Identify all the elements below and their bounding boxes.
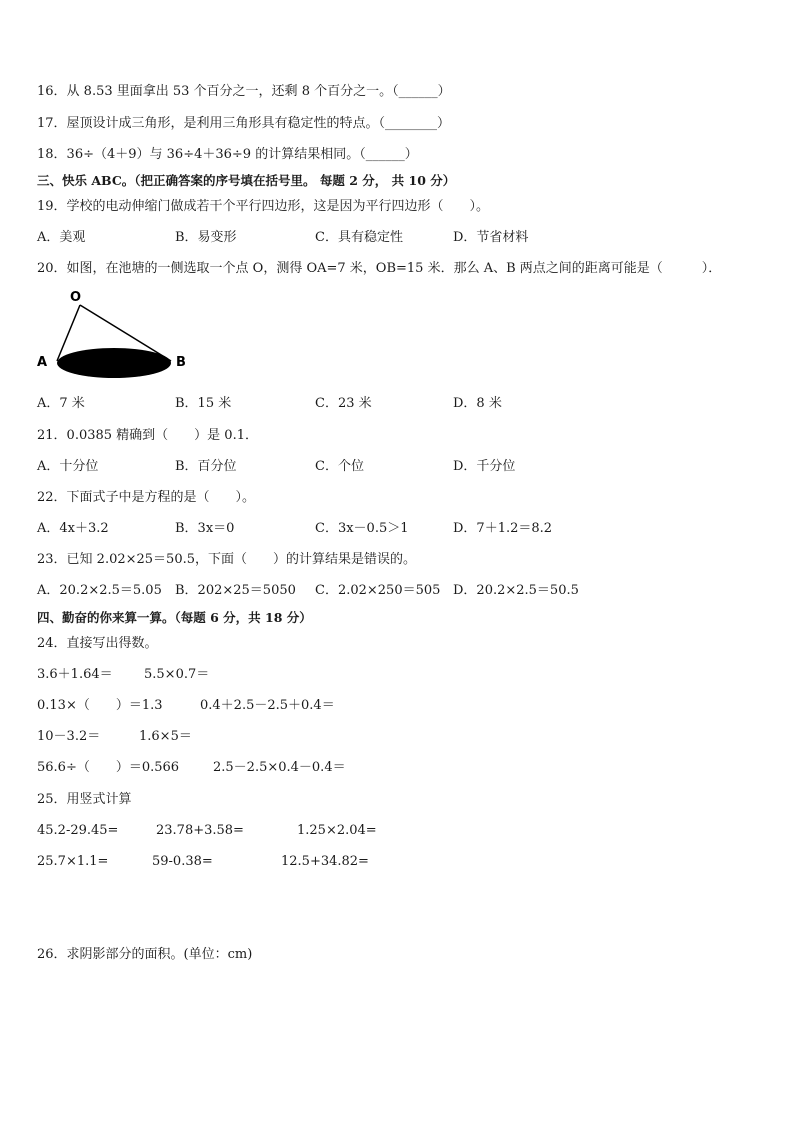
question-22-option-c: C．3x－0.5＞1 [315, 521, 409, 536]
question-19-option-b: B．易变形 [175, 230, 237, 245]
q25-item: 23.78+3.58= [156, 823, 244, 838]
question-22-option-a: A．4x＋3.2 [37, 521, 109, 536]
q24-item: 3.6＋1.64＝ [37, 667, 113, 682]
q24-item: 2.5－2.5×0.4－0.4＝ [213, 760, 346, 775]
q25-item: 1.25×2.04= [297, 823, 377, 838]
q24-item: 1.6×5＝ [139, 729, 192, 744]
question-21-option-c: C．个位 [315, 459, 364, 474]
section-4-heading: 四、勤奋的你来算一算。（每题 6 分，共 18 分） [37, 610, 312, 625]
q25-item: 25.7×1.1= [37, 854, 109, 869]
question-21-option-b: B．百分位 [175, 459, 237, 474]
q25-item: 45.2-29.45= [37, 823, 119, 838]
q24-item: 5.5×0.7＝ [144, 667, 210, 682]
question-19-option-a: A．美观 [37, 230, 86, 245]
q24-item: 0.4＋2.5－2.5＋0.4＝ [200, 698, 335, 713]
question-19-option-d: D．节省材料 [453, 230, 529, 245]
question-26: 26．求阴影部分的面积。(单位：cm) [37, 947, 253, 962]
q24-item: 56.6÷（ ）＝0.566 [37, 760, 180, 775]
question-20-option-d: D．8 米 [453, 396, 502, 411]
q24-item: 10－3.2＝ [37, 729, 101, 744]
pond-shape [57, 348, 171, 378]
point-b-label: B [176, 355, 186, 370]
question-20-option-c: C．23 米 [315, 396, 372, 411]
question-24-stem: 24．直接写出得数。 [37, 636, 158, 651]
question-18: 18．36÷（4＋9）与 36÷4＋36÷9 的计算结果相同。（______） [37, 147, 418, 162]
question-23-option-b: B．202×25＝5050 [175, 583, 296, 598]
question-22-option-d: D．7＋1.2＝8.2 [453, 521, 553, 536]
q24-item: 0.13×（ ）＝1.3 [37, 698, 163, 713]
question-19-option-c: C．具有稳定性 [315, 230, 403, 245]
question-17: 17．屋顶设计成三角形，是利用三角形具有稳定性的特点。（________） [37, 116, 451, 131]
question-19-stem: 19．学校的电动伸缩门做成若干个平行四边形，这是因为平行四边形（ ）。 [37, 199, 490, 214]
question-23-option-d: D．20.2×2.5＝50.5 [453, 583, 579, 598]
point-a-label: A [37, 355, 48, 370]
question-23-stem: 23．已知 2.02×25＝50.5，下面（ ）的计算结果是错误的。 [37, 552, 416, 567]
question-20-stem: 20．如图，在池塘的一侧选取一个点 O，测得 OA=7 米，OB=15 米．那么 A、B 两点之间的距离可能是（ ）． [37, 261, 722, 276]
point-o-label: O [70, 290, 82, 305]
question-25-stem: 25．用竖式计算 [37, 792, 132, 807]
q25-item: 12.5+34.82= [281, 854, 369, 869]
question-23-option-a: A．20.2×2.5＝5.05 [37, 583, 162, 598]
question-21-option-a: A．十分位 [37, 459, 99, 474]
question-21-stem: 21．0.0385 精确到（ ）是 0.1． [37, 428, 258, 443]
question-20-option-a: A．7 米 [37, 396, 85, 411]
question-22-option-b: B．3x＝0 [175, 521, 235, 536]
pond-figure [30, 285, 200, 385]
question-16: 16．从 8.53 里面拿出 53 个百分之一，还剩 8 个百分之一。（______） [37, 84, 451, 99]
question-23-option-c: C．2.02×250＝505 [315, 583, 441, 598]
question-20-option-b: B．15 米 [175, 396, 232, 411]
question-22-stem: 22．下面式子中是方程的是（ ）。 [37, 490, 256, 505]
question-21-option-d: D．千分位 [453, 459, 516, 474]
section-3-heading: 三、快乐 ABC。（把正确答案的序号填在括号里。 每题 2 分， 共 10 分） [37, 173, 456, 188]
q25-item: 59-0.38= [152, 854, 213, 869]
